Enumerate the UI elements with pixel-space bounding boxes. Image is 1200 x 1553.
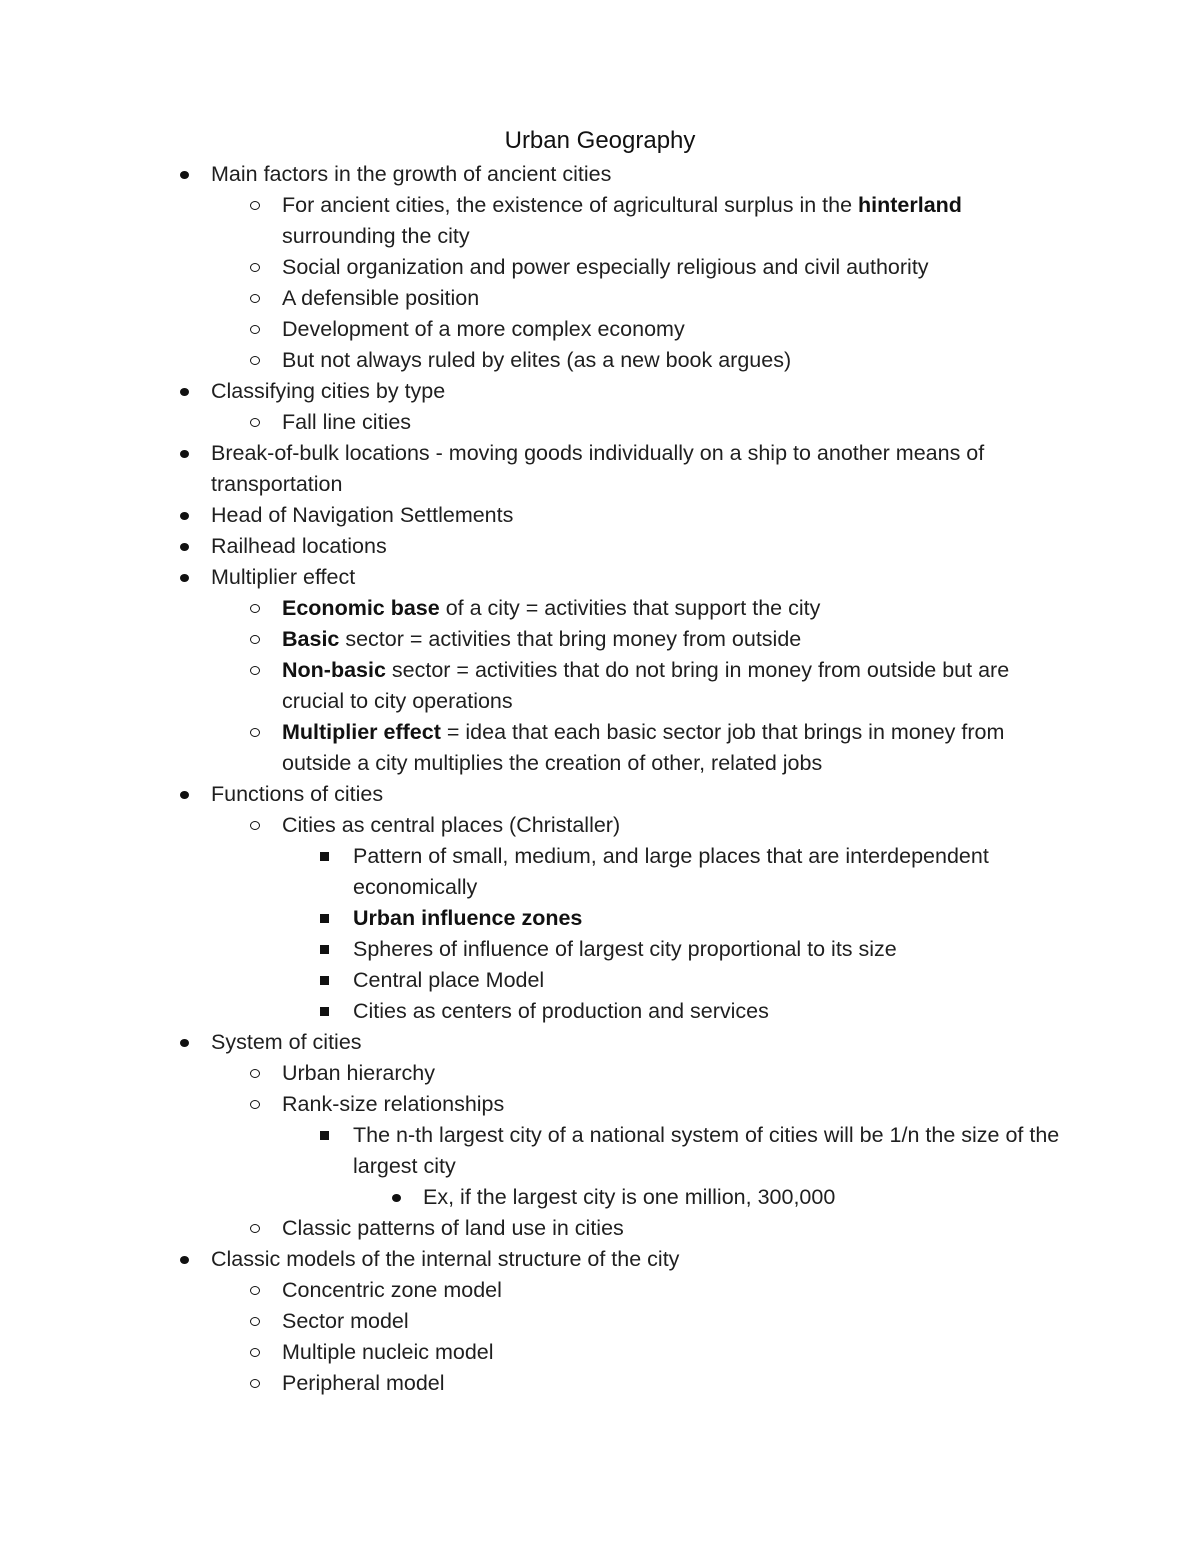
text-run: Ex, if the largest city is one million, 300,000 <box>423 1185 836 1209</box>
outline-item-level-1 <box>0 1089 1062 1120</box>
outline-item-level-2 <box>0 965 1063 996</box>
text-run: Classifying cities by type <box>211 379 446 403</box>
bullet-circle-icon <box>247 314 263 345</box>
bold-term: Multiplier effect <box>282 720 441 744</box>
outline-item-level-1 <box>0 810 1062 841</box>
bold-term: hinterland <box>858 193 962 217</box>
outline-item-text <box>282 286 479 310</box>
outline-item-level-0 <box>0 159 1071 190</box>
bold-term: Basic <box>282 627 340 651</box>
outline-item-level-1 <box>0 655 1062 717</box>
bullet-circle-icon <box>247 593 263 624</box>
text-run: But not always ruled by elites (as a new book argues) <box>282 348 792 372</box>
text-run: Multiplier effect <box>211 565 356 589</box>
outline-item-level-2 <box>0 934 1063 965</box>
outline-item-text <box>353 906 582 930</box>
text-run: sector = activities that do not bring in money from outside but are crucial to city operations <box>282 658 1010 713</box>
text-run: Urban hierarchy <box>282 1061 435 1085</box>
outline-item-text <box>282 658 1009 713</box>
outline-item-level-3 <box>0 1182 1063 1213</box>
outline-item-text <box>282 596 820 620</box>
outline-item-level-1 <box>0 283 1062 314</box>
outline-item-text <box>282 1092 504 1116</box>
bullet-disc-icon <box>176 438 192 469</box>
outline-item-level-1 <box>0 1058 1062 1089</box>
bold-term: Economic base <box>282 596 440 620</box>
text-run: Head of Navigation Settlements <box>211 503 514 527</box>
text-run: Spheres of influence of largest city proportional to its size <box>353 937 897 961</box>
bullet-circle-icon <box>247 252 263 283</box>
text-run: Peripheral model <box>282 1371 445 1395</box>
text-run: Functions of cities <box>211 782 384 806</box>
bullet-circle-icon <box>247 1275 263 1306</box>
outline-item-level-2 <box>0 996 1063 1027</box>
outline-item-level-1 <box>0 252 1062 283</box>
bullet-circle-icon <box>247 1058 263 1089</box>
outline-item-text <box>282 1278 502 1302</box>
bullet-circle-icon <box>247 190 263 221</box>
bullet-disc-icon <box>176 1027 192 1058</box>
text-run: Concentric zone model <box>282 1278 502 1302</box>
outline-item-level-0 <box>0 562 1071 593</box>
bullet-circle-icon <box>247 1306 263 1337</box>
text-run: Classic patterns of land use in cities <box>282 1216 624 1240</box>
outline-item-text <box>282 1061 435 1085</box>
bullet-square-icon <box>316 965 332 996</box>
outline-item-text <box>211 565 355 589</box>
outline-item-text <box>282 1340 494 1364</box>
bullet-circle-icon <box>247 717 263 748</box>
outline-item-text <box>211 441 984 496</box>
outline-item-level-1 <box>0 1368 1062 1399</box>
outline-item-level-0 <box>0 438 1071 500</box>
outline-item-level-1 <box>0 717 1062 779</box>
outline-item-level-1 <box>0 1337 1062 1368</box>
outline-item-text <box>353 968 544 992</box>
outline-item-level-0 <box>0 376 1071 407</box>
text-run: The n-th largest city of a national system of cities will be 1/n the size of the largest city <box>353 1123 1060 1178</box>
bullet-circle-icon <box>247 407 263 438</box>
bullet-square-icon <box>316 934 332 965</box>
bullet-square-icon <box>316 1120 332 1151</box>
bullet-circle-icon <box>247 1089 263 1120</box>
bullet-circle-icon <box>247 345 263 376</box>
outline-item-text <box>211 534 387 558</box>
text-run: Central place Model <box>353 968 545 992</box>
text-run: Cities as centers of production and services <box>353 999 769 1023</box>
outline-item-text <box>211 1030 362 1054</box>
text-run: sector = activities that bring money from outside <box>339 627 802 651</box>
text-run: of a city = activities that support the city <box>439 596 821 620</box>
bullet-disc-icon <box>176 159 192 190</box>
outline-item-level-1 <box>0 1306 1062 1337</box>
text-run: Cities as central places (Christaller) <box>282 813 621 837</box>
outline-item-level-1 <box>0 314 1062 345</box>
outline-item-level-0 <box>0 531 1071 562</box>
bullet-square-icon <box>316 841 332 872</box>
bullet-circle-icon <box>247 810 263 841</box>
outline-item-text <box>282 255 929 279</box>
outline-item-text <box>282 720 1004 775</box>
outline-item-level-1 <box>0 624 1062 655</box>
bullet-circle-icon <box>247 655 263 686</box>
outline-item-level-2 <box>0 903 1063 934</box>
outline-item-text <box>282 348 791 372</box>
outline-item-text <box>282 1371 445 1395</box>
text-run: Rank-size relationships <box>282 1092 505 1116</box>
text-run: Development of a more complex economy <box>282 317 685 341</box>
text-run: = idea that each basic sector job that brings in money from outside a city multiplies the creation of other, related jobs <box>282 720 1005 775</box>
outline-item-text <box>211 503 513 527</box>
outline-item-text <box>353 999 769 1023</box>
text-run: A defensible position <box>282 286 480 310</box>
notes-outline <box>0 159 1200 1399</box>
outline-item-text <box>282 627 801 651</box>
bullet-disc-icon <box>176 1244 192 1275</box>
bullet-circle-icon <box>247 1213 263 1244</box>
outline-item-text <box>211 1247 679 1271</box>
outline-item-text <box>211 782 383 806</box>
outline-item-level-2 <box>0 841 1063 903</box>
text-run: Social organization and power especially religious and civil authority <box>282 255 929 279</box>
bullet-circle-icon <box>247 624 263 655</box>
bullet-disc-icon <box>176 779 192 810</box>
text-run: surrounding the city <box>282 224 470 248</box>
text-run: Main factors in the growth of ancient cities <box>211 162 612 186</box>
outline-item-level-1 <box>0 1213 1062 1244</box>
text-run: Multiple nucleic model <box>282 1340 494 1364</box>
outline-item-text <box>282 317 685 341</box>
bullet-disc-icon <box>176 500 192 531</box>
outline-item-text <box>423 1185 835 1209</box>
outline-item-level-1 <box>0 1275 1062 1306</box>
page-title: Urban Geography <box>504 127 696 154</box>
bullet-circle-icon <box>247 1368 263 1399</box>
outline-item-text <box>211 162 611 186</box>
outline-item-level-0 <box>0 779 1071 810</box>
outline-item-level-1 <box>0 345 1062 376</box>
outline-item-text <box>282 813 620 837</box>
text-run: Classic models of the internal structure of the city <box>211 1247 680 1271</box>
outline-item-level-1 <box>0 593 1062 624</box>
bullet-square-icon <box>316 903 332 934</box>
outline-item-level-0 <box>0 1027 1071 1058</box>
bullet-disc-icon <box>176 531 192 562</box>
bold-term: Urban influence zones <box>353 906 583 930</box>
outline-item-text <box>282 193 962 248</box>
outline-item-level-0 <box>0 500 1071 531</box>
outline-item-level-1 <box>0 190 1062 252</box>
text-run: Railhead locations <box>211 534 387 558</box>
outline-item-text <box>282 1309 409 1333</box>
bold-term: Non-basic <box>282 658 386 682</box>
outline-item-text <box>353 1123 1059 1178</box>
bullet-square-icon <box>316 996 332 1027</box>
bullet-disc-icon <box>388 1182 404 1213</box>
outline-item-level-1 <box>0 407 1062 438</box>
text-run: System of cities <box>211 1030 362 1054</box>
text-run: Pattern of small, medium, and large places that are interdependent economically <box>353 844 989 899</box>
outline-item-level-0 <box>0 1244 1071 1275</box>
bullet-circle-icon <box>247 1337 263 1368</box>
outline-item-text <box>282 410 411 434</box>
outline-item-text <box>211 379 445 403</box>
text-run: Sector model <box>282 1309 409 1333</box>
bullet-disc-icon <box>176 376 192 407</box>
bullet-circle-icon <box>247 283 263 314</box>
text-run: Fall line cities <box>282 410 412 434</box>
outline-item-text <box>353 937 897 961</box>
outline-item-level-2 <box>0 1120 1063 1182</box>
bullet-disc-icon <box>176 562 192 593</box>
outline-item-text <box>282 1216 624 1240</box>
outline-item-text <box>353 844 989 899</box>
text-run: Break-of-bulk locations - moving goods individually on a ship to another means of transportation <box>211 441 985 496</box>
text-run: For ancient cities, the existence of agricultural surplus in the <box>282 193 859 217</box>
